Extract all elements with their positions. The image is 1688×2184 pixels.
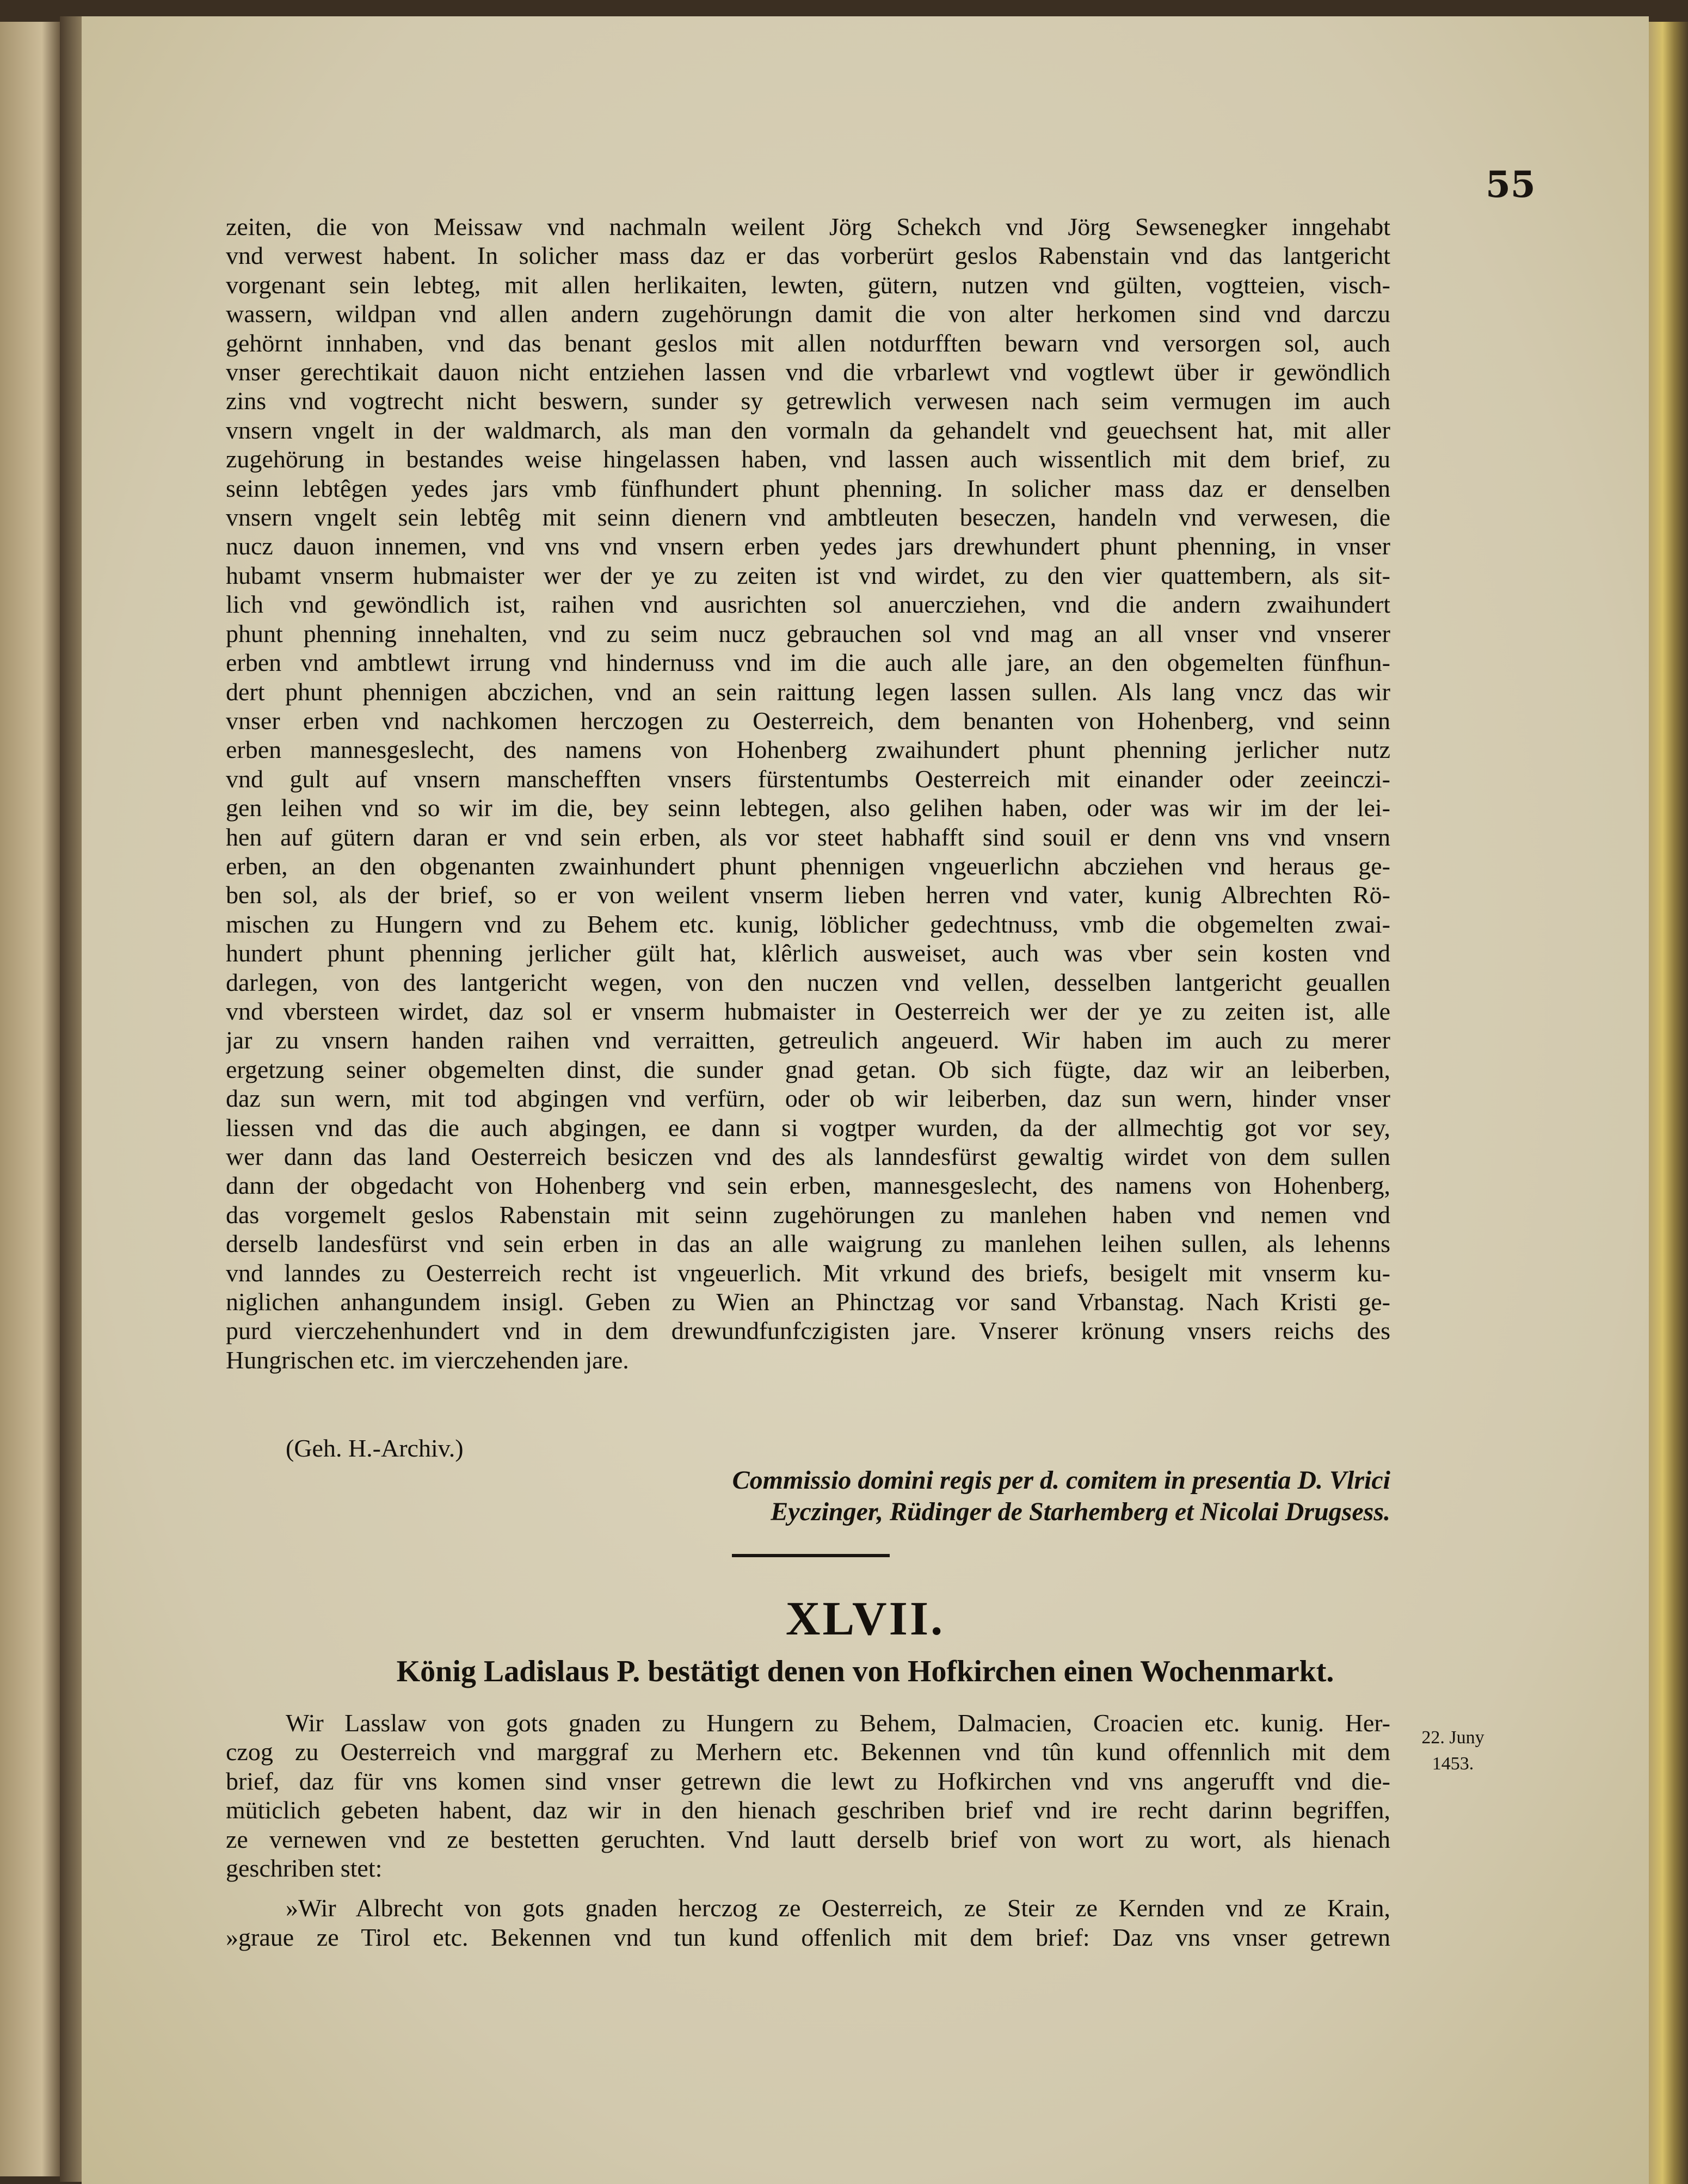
text-line: vnd verwest habent. In solicher mass daz er das vorberürt geslos Rabenstain vnd das lantgericht (226, 242, 1390, 270)
text-line: brief, daz für vns komen sind vnser getrewn die lewt zu Hofkirchen vnd vns angerufft vnd die- (226, 1767, 1390, 1795)
text-line: dann der obgedacht von Hohenberg vnd sein erben, mannesgeslecht, des namens von Hohenberg, (226, 1171, 1390, 1200)
text-line: daz sun wern, mit tod abgingen vnd verfürn, oder ob wir leiberben, daz sun wern, hinder vnser (226, 1084, 1390, 1113)
text-line: vnsern vngelt in der waldmarch, als man den vormaln da gehandelt vnd geuechsent hat, mit aller (226, 416, 1390, 444)
text-line: vorgenant sein lebteg, mit allen herlikaiten, lewten, gütern, nutzen vnd gülten, vogtteien, visch- (226, 270, 1390, 299)
text-line: zugehörung in bestandes weise hingelassen haben, vnd lassen auch wissentlich mit dem brief, zu (226, 445, 1390, 473)
text-line: gen leihen vnd so wir im die, bey seinn lebtegen, also gelihen haben, oder was wir im der lei- (226, 794, 1390, 822)
text-line: dert phunt phennigen abczichen, vnd an sein raittung legen lassen sullen. Als lang vncz das wir (226, 677, 1390, 706)
book-page (82, 16, 1649, 2184)
text-line: hundert phunt phenning jerlicher gült hat, klêrlich ausweiset, auch was vber sein kosten vnd (226, 939, 1390, 967)
text-line: ben sol, als der brief, so er von weilent vnserm lieben herren vnd vater, kunig Albrechten Rö- (226, 881, 1390, 909)
margin-date-day: 22. Juny (1421, 1728, 1484, 1748)
text-line: erben vnd ambtlewt irrung vnd hindernuss vnd im die auch alle jare, an den obgemelten fünfhun- (226, 649, 1390, 677)
text-line: niglichen anhangundem insigl. Geben zu Wien an Phinctzag vor sand Vrbanstag. Nach Kristi ge- (226, 1288, 1390, 1316)
text-line: Hungrischen etc. im vierczehenden jare. (226, 1346, 629, 1374)
charter-text (226, 1708, 1390, 1952)
text-line: gehörnt innhaben, vnd das benant geslos mit allen notdurfften bewarn vnd versorgen sol, auch (226, 329, 1390, 357)
commissio-line: Eyczinger, Rüdinger de Starhemberg et Nicolai Drugsess. (771, 1497, 1390, 1526)
text-line: nucz dauon innemen, vnd vns vnd vnsern erben yedes jars drewhundert phunt phenning, in vnser (226, 532, 1390, 560)
archive-source-note: (Geh. H.-Archiv.) (286, 1434, 464, 1462)
text-line: wassern, wildpan vnd allen andern zugehörungn damit die von alter herkomen sind vnd darczu (226, 300, 1390, 328)
text-line: purd vierczehenhundert vnd in dem drewundfunfczigisten jare. Vnserer krönung vnsers reichs des (226, 1317, 1390, 1345)
text-line: seinn lebtêgen yedes jars vmb fünfhundert phunt phenning. In solicher mass daz er denselben (226, 474, 1390, 502)
text-line: vnser gerechtikait dauon nicht entziehen lassen vnd die vrbarlewt vnd vogtlewt über ir gewöndlich (226, 358, 1390, 386)
text-line: derselb landesfürst vnd sein erben in das an alle waigrung zu manlehen leihen sullen, als lehenns (226, 1230, 1390, 1258)
page-stack-edge (1649, 22, 1688, 2184)
text-line: zeiten, die von Meissaw vnd nachmaln weilent Jörg Schekch vnd Jörg Sewsenegker inngehabt (226, 213, 1390, 240)
text-line: vnsern vngelt sein lebtêg mit seinn dienern vnd ambtleuten beseczen, handeln vnd verwesen, die (226, 503, 1390, 532)
text-line: erben mannesgeslecht, des namens von Hohenberg zwaihundert phunt phenning jerlicher nutz (226, 736, 1390, 764)
text-line: darlegen, von des lantgericht wegen, von den nuczen vnd vellen, desselben lantgericht geuallen (226, 968, 1390, 996)
text-line: hubamt vnserm hubmaister wer der ye zu zeiten ist vnd wirdet, zu den vier quattembern, als sit- (226, 561, 1390, 589)
text-line: czog zu Oesterreich vnd marggraf zu Merhern etc. Bekennen vnd tûn kund offennlich mit dem (226, 1738, 1390, 1766)
paragraph-gap (226, 1883, 1390, 1893)
text-line: phunt phenning innehalten, vnd zu seim nucz gebrauchen sol vnd mag an all vnser vnd vnserer (226, 619, 1390, 647)
document-number-heading: XLVII. (785, 1593, 945, 1645)
margin-date-note (1409, 1725, 1496, 1777)
commissio-note (571, 1465, 1390, 1528)
text-line: vnd gult auf vnsern manschefften vnsers fürstentumbs Oesterreich mit einander oder zeeinczi- (226, 764, 1390, 793)
text-line: müticlich gebeten habent, daz wir in den hienach geschriben brief vnd ire recht darinn begriffen, (226, 1796, 1390, 1824)
text-line: hen auf gütern daran er vnd sein erben, als vor steet habhafft sind souil er denn vns vnd vnsern (226, 823, 1390, 851)
text-line: mischen zu Hungern vnd zu Behem etc. kunig, löblicher gedechtnuss, vmb die obgemelten zwai- (226, 910, 1390, 938)
text-line: jar zu vnsern handen raihen vnd verraitten, getreulich angeuerd. Wir haben im auch zu merer (226, 1026, 1390, 1054)
section-divider-rule (732, 1554, 890, 1557)
quoted-text-line: »Wir Albrecht von gots gnaden herczog ze Oesterreich, ze Steir ze Kernden vnd ze Krain, (286, 1894, 1390, 1922)
text-line: lich vnd gewöndlich ist, raihen vnd ausrichten sol anuercziehen, vnd die andern zwaihundert (226, 590, 1390, 619)
margin-date-year: 1453. (1432, 1754, 1474, 1774)
commissio-line: Commissio domini regis per d. comitem in presentia D. Vlrici (732, 1466, 1390, 1495)
text-line: ze vernewen vnd ze bestetten geruchten. Vnd lautt derselb brief von wort zu wort, als hienach (226, 1825, 1390, 1853)
text-line: vnd vbersteen wirdet, daz sol er vnserm hubmaister in Oesterreich wer der ye zu zeiten ist, alle (226, 997, 1390, 1025)
text-line: vnser erben vnd nachkomen herczogen zu Oesterreich, dem benanten von Hohenberg, vnd seinn (226, 706, 1390, 735)
text-line: Wir Lasslaw von gots gnaden zu Hungern zu Behem, Dalmacien, Croacien etc. kunig. Her- (286, 1709, 1390, 1737)
document-title-heading: König Ladislaus P. bestätigt denen von Hofkirchen einen Wochenmarkt. (396, 1655, 1334, 1688)
facing-page-edge (0, 22, 60, 2176)
quoted-text-line: »graue ze Tirol etc. Bekennen vnd tun kund offenlich mit dem brief: Daz vns vnser getrewn (226, 1923, 1390, 1951)
text-line: vnd lanndes zu Oesterreich recht ist vngeuerlich. Mit vrkund des briefs, besigelt mit vnserm ku- (226, 1258, 1390, 1287)
text-line: ergetzung seiner obgemelten dinst, die sunder gnad getan. Ob sich fügte, daz wir an leiberben, (226, 1055, 1390, 1083)
document-body-text (226, 212, 1390, 1374)
text-line: geschriben stet: (226, 1854, 383, 1883)
text-line: zins vnd vogtrecht nicht beswern, sunder sy getrewlich verwesen nach seim vermugen im auch (226, 387, 1390, 415)
page-number: 55 (1486, 163, 1536, 206)
text-line: liessen vnd das die auch abgingen, ee dann si vogtper wurden, da der allmechtig got vor sey, (226, 1113, 1390, 1142)
text-line: das vorgemelt geslos Rabenstain mit seinn zugehörungen zu manlehen haben vnd nemen vnd (226, 1200, 1390, 1229)
book-gutter (60, 16, 82, 2182)
text-line: wer dann das land Oesterreich besiczen vnd des als lanndesfürst gewaltig wirdet von dem sullen (226, 1143, 1390, 1170)
text-line: erben, an den obgenanten zwainhundert phunt phennigen vngeuerlichn abcziehen vnd heraus ge- (226, 852, 1390, 880)
